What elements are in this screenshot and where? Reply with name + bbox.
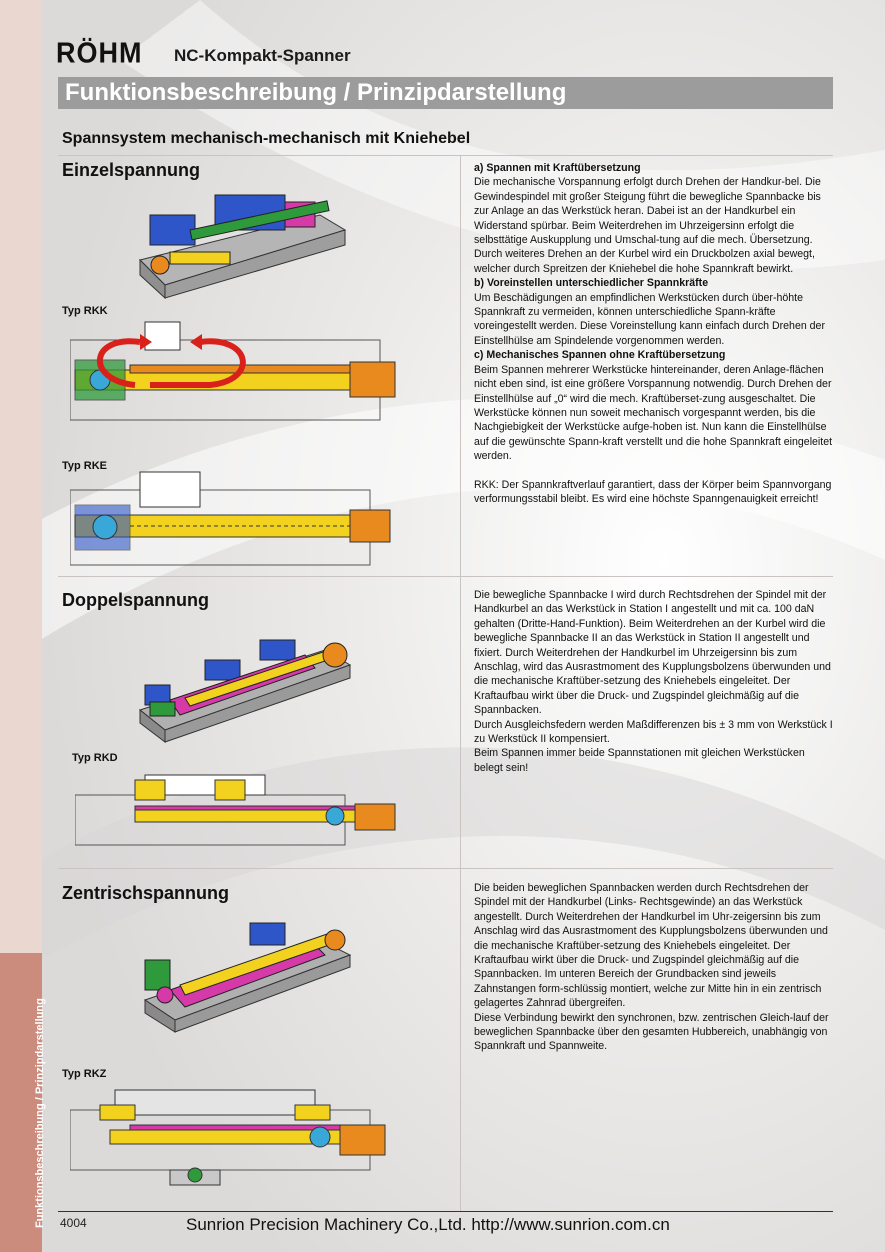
company-line: Sunrion Precision Machinery Co.,Ltd. http://www.sunrion.com.cn [186,1215,670,1234]
paragraph-doppel2: Durch Ausgleichsfedern werden Maßdifferenzen bis ± 3 mm von Werkstück I zu Werkstück II kompensiert. [474,718,833,746]
paragraph-rkk: RKK: Der Spannkraftverlauf garantiert, dass der Körper beim Spannvorgang verformungsstabil bleibt. Es wird eine höchste Spanngenauigkeit erreicht! [474,478,832,505]
label-typ-rkd: Typ RKD [72,752,118,764]
drawing-zentrisch-3d [140,915,360,1035]
page-title: Funktionsbeschreibung / Prinzipdarstellung [65,79,567,106]
section-subtitle: Spannsystem mechanisch-mechanisch mit Kniehebel [62,130,471,147]
column-divider [460,155,461,1211]
paragraph-zentrisch2: Diese Verbindung bewirkt den synchronen, bzw. zentrischen Gleich-lauf der beweglichen Spannbacke über den gesamten Hubbereich, unabhängig von Spannkraft und Spannweite. [474,1011,829,1053]
label-typ-rke: Typ RKE [62,460,108,472]
paragraph-zentrisch: Die beiden beweglichen Spannbacken werden durch Rechtsdrehen der Spindel mit der Handkurbel (Links- Rechtsgewinde) an das Werkstück angestellt. Durch Weiterdrehen der Handkurbel im Uhr-zeigersinn bis zum Anschlag wird das Ausrastmoment des Kupplungsbolzens überwunden und die mechanische Kraftüber-setzung des Kniehebels eingeleitet. Der Kraftaufbau wirkt über die Druck- und Zugspindel gleichmäßig auf die Spannbacken. Im unteren Bereich der Grundbacken sind jeweils Zahnstangen form-schlüssig montiert, welche zur Mitte hin in ein zentrisch gelagertes Zahnrad übergreifen. [474,882,828,1010]
heading-zentrischspannung: Zentrischspannung [62,883,230,903]
page-number: 4004 [60,1216,87,1230]
drawing-doppel-3d [135,630,365,745]
label-typ-rkz: Typ RKZ [62,1068,107,1080]
divider [58,576,833,577]
label-typ-rkk: Typ RKK [62,305,108,317]
drawing-einzel-3d [130,190,360,300]
heading-a: a) Spannen mit Kraftübersetzung [474,162,641,174]
drawing-rkd-section [75,770,415,850]
heading-b: b) Voreinstellen unterschiedlicher Spannkräfte [474,277,709,290]
drawing-rke-section [70,470,450,570]
paragraph-b: Um Beschädigungen an empfindlichen Werkstücken durch über-höhte Spannkraft zu vermeiden, können unterschiedliche Spann-kräfte voreingestellt werden. Diese Voreinstellung kann einfach durch Drehen der Einstellhülse am Spindelende vorgenommen werden. [474,291,825,347]
paragraph-doppel: Die bewegliche Spannbacke I wird durch Rechtsdrehen der Spindel mit der Handkurbel an das Werkstück in Station I angestellt und mit ca. 100 daN gehalten (Dritte-Hand-Funktion). Beim Weiterdrehen an der Kurbel wird die bewegliche Spannbacke II an das Werkstück in Station II angestellt und fixiert. Durch Weiterdrehen der Handkurbel im Uhrzeigersinn bis zum Anschlag, wird das Ausrastmoment des Kupplungsbolzens überwunden und die mechanische Kraftüber-setzung des Kniehebels eingeleitet. Der Kraftaufbau wirkt über die Druck- und Zugspindel gleichmäßig auf die Spannbacken. [474,589,831,717]
paragraph-a: Die mechanische Vorspannung erfolgt durch Drehen der Handkur-bel. Die Gewindespindel mit großer Steigung führt die bewegliche Spannbacke bis zur Anlage an das Werkstück heran. Dabei ist an der Handkurbel ein Widerstand spürbar. Beim Weiterdrehen im Uhrzeigersinn erfolgt die selbsttätige Auskupplung und Umschal-tung auf die mech. Übersetzung. [474,176,821,247]
paragraph-c: Beim Spannen mehrerer Werkstücke hintereinander, deren Anlage-flächen nicht eben sind, ist eine größere Vorspannung notwendig. Durch Drehen der Einstellhülse auf „0“ wird die mech. Kraftüberset-zung ausgeschaltet. Die Werkstücke können nun soweit mechanisch vorgespannt werden, bis die Nachgiebigkeit der Werkstücke aufge-hoben ist. Nun kann die Einstellhülse auf die gewünschte Spann-kraft verstellt und die hohe Spannkraft eingeleitet werden. [474,363,833,463]
heading-c: c) Mechanisches Spannen ohne Kraftübersetzung [474,349,726,362]
heading-einzelspannung: Einzelspannung [62,160,201,180]
divider [58,868,833,869]
side-label: Funktionsbeschreibung / Prinzipdarstellung [34,998,46,1228]
product-name: NC-Kompakt-Spanner [174,46,351,65]
side-strip [0,0,42,953]
text-zentrischspannung [474,881,834,1054]
divider [58,155,833,156]
logo: RÖHM [56,37,143,69]
heading-doppelspannung: Doppelspannung [62,590,209,610]
drawing-rkk-section [70,320,450,430]
text-einzelspannung [474,161,834,506]
title-bar [58,77,833,109]
footer-rule [58,1211,833,1212]
text-doppelspannung [474,588,834,775]
drawing-rkz-section [70,1085,440,1190]
paragraph-doppel3: Beim Spannen immer beide Spannstationen mit gleichen Werkstücken belegt sein! [474,747,805,774]
paragraph-a2: Durch weiteres Drehen an der Kurbel wird ein Druckbolzen axial bewegt, welcher durch Spreitzen der Kniehebel die hohe Spannkraft bewirkt. [474,248,815,275]
